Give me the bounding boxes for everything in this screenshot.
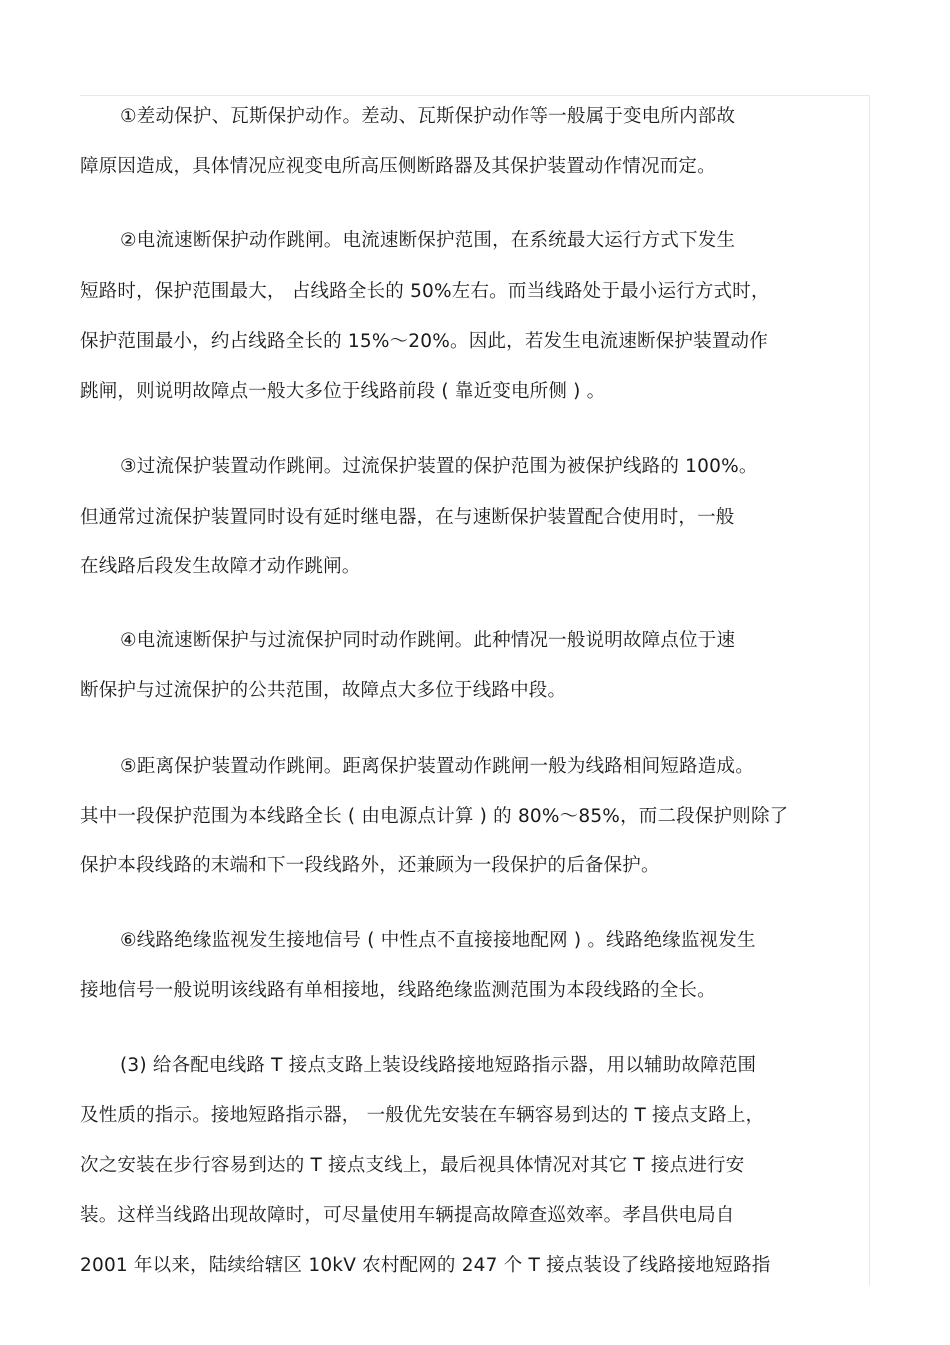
paragraph-2-line-4: 跳闸，则说明故障点一般大多位于线路前段 ( 靠近变电所侧 ) 。	[80, 381, 606, 402]
paragraph-6-line-2: 接地信号一般说明该线路有单相接地，线路绝缘监测范围为本段线路的全长。	[80, 980, 716, 1001]
paragraph-5-line-2: 其中一段保护范围为本线路全长 ( 由电源点计算 ) 的 80%～85%，而二段保护则除了	[80, 806, 789, 827]
page-border-right	[869, 95, 870, 1285]
paragraph-5-line-1: ⑤距离保护装置动作跳闸。距离保护装置动作跳闸一般为线路相间短路造成。	[120, 756, 754, 777]
paragraph-7-line-2: 及性质的指示。接地短路指示器， 一般优先安装在车辆容易到达的 T 接点支路上，	[80, 1105, 765, 1126]
page-border-top	[80, 95, 870, 96]
paragraph-2-line-1: ②电流速断保护动作跳闸。电流速断保护范围，在系统最大运行方式下发生	[120, 230, 736, 251]
paragraph-7-line-4: 装。这样当线路出现故障时，可尽量使用车辆提高故障查巡效率。孝昌供电局自	[80, 1205, 735, 1226]
paragraph-3-line-3: 在线路后段发生故障才动作跳闸。	[80, 556, 361, 577]
paragraph-3-line-1: ③过流保护装置动作跳闸。过流保护装置的保护范围为被保护线路的 100%。	[120, 456, 758, 477]
paragraph-1-line-2: 障原因造成，具体情况应视变电所高压侧断路器及其保护装置动作情况而定。	[80, 156, 716, 177]
paragraph-7-line-1: (3) 给各配电线路 T 接点支路上装设线路接地短路指示器，用以辅助故障范围	[120, 1055, 757, 1076]
paragraph-5-line-3: 保护本段线路的末端和下一段线路外，还兼顾为一段保护的后备保护。	[80, 855, 660, 876]
paragraph-2-line-2: 短路时，保护范围最大， 占线路全长的 50%左右。而当线路处于最小运行方式时，	[80, 281, 770, 302]
paragraph-7-line-5: 2001 年以来，陆续给辖区 10kV 农村配网的 247 个 T 接点装设了线路接地短路指	[80, 1255, 771, 1276]
paragraph-4-line-1: ④电流速断保护与过流保护同时动作跳闸。此种情况一般说明故障点位于速	[120, 630, 736, 651]
paragraph-3-line-2: 但通常过流保护装置同时设有延时继电器，在与速断保护装置配合使用时，一般	[80, 507, 735, 528]
paragraph-4-line-2: 断保护与过流保护的公共范围，故障点大多位于线路中段。	[80, 680, 567, 701]
paragraph-7-line-3: 次之安装在步行容易到达的 T 接点支线上，最后视具体情况对其它 T 接点进行安	[80, 1155, 745, 1176]
paragraph-1-line-1: ①差动保护、瓦斯保护动作。差动、瓦斯保护动作等一般属于变电所内部故	[120, 106, 736, 127]
paragraph-2-line-3: 保护范围最小，约占线路全长的 15%～20%。因此，若发生电流速断保护装置动作	[80, 331, 768, 352]
paragraph-6-line-1: ⑥线路绝缘监视发生接地信号 ( 中性点不直接接地配网 ) 。线路绝缘监视发生	[120, 930, 756, 951]
